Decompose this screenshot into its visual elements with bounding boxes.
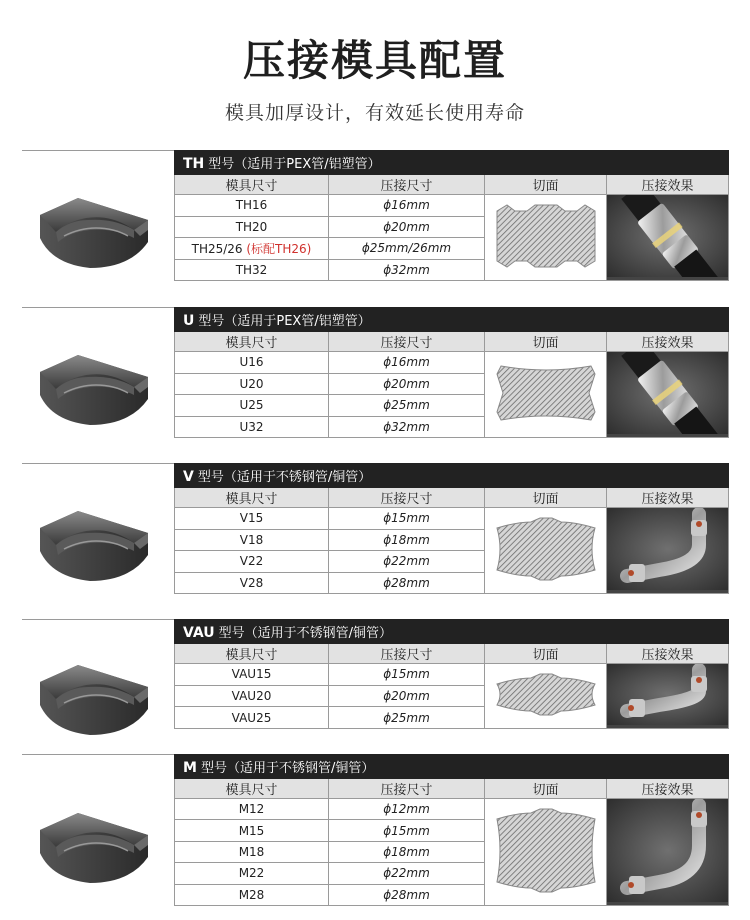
press-size: ϕ22mm — [329, 551, 485, 573]
section-divider — [22, 463, 174, 464]
die-size-cell — [175, 863, 329, 884]
die-size-cell — [175, 664, 329, 686]
die-image — [30, 795, 160, 895]
col-press-effect: 压接效果 — [607, 332, 729, 352]
col-die-size: 模具尺寸 — [175, 779, 329, 799]
die-image — [30, 493, 160, 593]
type-header — [175, 308, 729, 332]
die-size: VAU20 — [231, 688, 272, 703]
cross-section-cell — [485, 508, 607, 594]
die-size-cell — [175, 373, 329, 395]
press-size: ϕ20mm — [329, 685, 485, 707]
die-image — [30, 647, 160, 747]
col-press-effect: 压接效果 — [607, 488, 729, 508]
die-size-cell — [175, 416, 329, 438]
die-size: M15 — [238, 823, 265, 838]
straight-fitting-image — [607, 352, 729, 434]
press-size: ϕ32mm — [329, 416, 485, 438]
col-die-size: 模具尺寸 — [175, 332, 329, 352]
type-header — [175, 620, 729, 644]
spec-table — [174, 754, 729, 906]
press-size: ϕ15mm — [329, 508, 485, 530]
cross-section-cell — [485, 195, 607, 281]
die-size: V22 — [239, 554, 264, 569]
col-die-size: 模具尺寸 — [175, 488, 329, 508]
press-size: ϕ22mm — [329, 863, 485, 884]
die-size-cell — [175, 841, 329, 862]
col-press-effect: 压接效果 — [607, 175, 729, 195]
table-row — [175, 352, 729, 374]
press-size: ϕ12mm — [329, 799, 485, 820]
press-size: ϕ16mm — [329, 195, 485, 217]
die-size: U32 — [239, 419, 264, 434]
col-press-size: 压接尺寸 — [329, 488, 485, 508]
die-size: V15 — [239, 511, 264, 526]
press-size: ϕ25mm/26mm — [329, 238, 485, 260]
col-cross-section: 切面 — [485, 175, 607, 195]
die-size: TH25/26 — [191, 241, 247, 256]
cross-section-cell — [485, 664, 607, 729]
die-size-cell — [175, 572, 329, 594]
cross-section-cell — [485, 799, 607, 906]
die-size: TH16 — [235, 198, 268, 213]
column-header-row — [175, 175, 729, 195]
die-size: VAU25 — [231, 710, 272, 725]
spec-table — [174, 463, 729, 594]
col-die-size: 模具尺寸 — [175, 644, 329, 664]
table-row — [175, 664, 729, 686]
die-image — [30, 180, 160, 280]
elbow-fitting-image — [607, 799, 729, 902]
type-usage: 型号（适用于不锈钢管/铜管） — [197, 470, 372, 485]
type-header — [175, 151, 729, 175]
press-size: ϕ20mm — [329, 216, 485, 238]
elbow-fitting-image — [607, 664, 729, 725]
col-cross-section: 切面 — [485, 644, 607, 664]
elbow-fitting-image — [607, 508, 729, 590]
press-size: ϕ20mm — [329, 373, 485, 395]
die-size: M22 — [238, 866, 265, 881]
die-size: V28 — [239, 575, 264, 590]
press-effect-cell — [607, 195, 729, 281]
press-effect-cell — [607, 664, 729, 729]
column-header-row — [175, 644, 729, 664]
press-size: ϕ28mm — [329, 884, 485, 905]
section-divider — [22, 307, 174, 308]
col-cross-section: 切面 — [485, 779, 607, 799]
spec-table — [174, 150, 729, 281]
type-name: TH — [183, 156, 205, 172]
type-name: V — [183, 469, 194, 485]
die-size-cell — [175, 259, 329, 281]
die-image — [30, 337, 160, 437]
col-press-size: 压接尺寸 — [329, 644, 485, 664]
spec-table — [174, 307, 729, 438]
press-size: ϕ25mm — [329, 707, 485, 729]
die-size: V18 — [239, 532, 264, 547]
col-die-size: 模具尺寸 — [175, 175, 329, 195]
die-size: U20 — [239, 376, 264, 391]
type-header — [175, 755, 729, 779]
page-title: 压接模具配置 — [242, 36, 507, 85]
die-size: TH32 — [235, 262, 268, 277]
die-size-cell — [175, 395, 329, 417]
page-subtitle: 模具加厚设计，有效延长使用寿命 — [224, 102, 525, 124]
table-row — [175, 508, 729, 530]
cross-section-cell — [485, 352, 607, 438]
cross-section-image — [485, 664, 607, 725]
press-effect-cell — [607, 508, 729, 594]
col-press-effect: 压接效果 — [607, 779, 729, 799]
press-size: ϕ18mm — [329, 841, 485, 862]
column-header-row — [175, 779, 729, 799]
type-name: M — [183, 760, 197, 776]
col-press-size: 压接尺寸 — [329, 175, 485, 195]
section-divider — [22, 619, 174, 620]
die-size: U25 — [239, 398, 264, 413]
press-effect-cell — [607, 352, 729, 438]
press-effect-cell — [607, 799, 729, 906]
cross-section-image — [485, 508, 607, 590]
die-size: M18 — [238, 844, 265, 859]
section-divider — [22, 150, 174, 151]
die-size: VAU15 — [231, 667, 272, 682]
table-row — [175, 799, 729, 820]
press-size: ϕ25mm — [329, 395, 485, 417]
type-name: U — [183, 313, 195, 329]
press-size: ϕ16mm — [329, 352, 485, 374]
col-cross-section: 切面 — [485, 332, 607, 352]
column-header-row — [175, 332, 729, 352]
die-size-cell — [175, 820, 329, 841]
die-size-cell — [175, 551, 329, 573]
die-size-cell — [175, 508, 329, 530]
column-header-row — [175, 488, 729, 508]
type-usage: 型号（适用于PEX管/铝塑管） — [198, 314, 371, 329]
straight-fitting-image — [607, 195, 729, 277]
type-name: VAU — [183, 625, 215, 641]
type-usage: 型号（适用于PEX管/铝塑管） — [208, 157, 381, 172]
press-size: ϕ28mm — [329, 572, 485, 594]
die-size-cell — [175, 685, 329, 707]
die-size-cell — [175, 352, 329, 374]
standard-note: (标配TH26) — [246, 241, 312, 256]
type-usage: 型号（适用于不锈钢管/铜管） — [200, 761, 375, 776]
die-size: TH20 — [235, 219, 268, 234]
die-size-cell — [175, 707, 329, 729]
section-divider — [22, 754, 174, 755]
press-size: ϕ15mm — [329, 820, 485, 841]
cross-section-image — [485, 799, 607, 902]
cross-section-image — [485, 352, 607, 434]
die-size: M28 — [238, 887, 265, 902]
table-row — [175, 195, 729, 217]
spec-table — [174, 619, 729, 729]
die-size: M12 — [238, 802, 265, 817]
die-size-cell — [175, 238, 329, 260]
die-size-cell — [175, 529, 329, 551]
die-size-cell — [175, 195, 329, 217]
col-press-size: 压接尺寸 — [329, 332, 485, 352]
press-size: ϕ18mm — [329, 529, 485, 551]
type-header — [175, 464, 729, 488]
col-press-size: 压接尺寸 — [329, 779, 485, 799]
col-cross-section: 切面 — [485, 488, 607, 508]
press-size: ϕ15mm — [329, 664, 485, 686]
cross-section-image — [485, 195, 607, 277]
col-press-effect: 压接效果 — [607, 644, 729, 664]
press-size: ϕ32mm — [329, 259, 485, 281]
type-usage: 型号（适用于不锈钢管/铜管） — [218, 626, 393, 641]
die-size-cell — [175, 799, 329, 820]
die-size-cell — [175, 216, 329, 238]
die-size-cell — [175, 884, 329, 905]
die-size: U16 — [239, 355, 264, 370]
